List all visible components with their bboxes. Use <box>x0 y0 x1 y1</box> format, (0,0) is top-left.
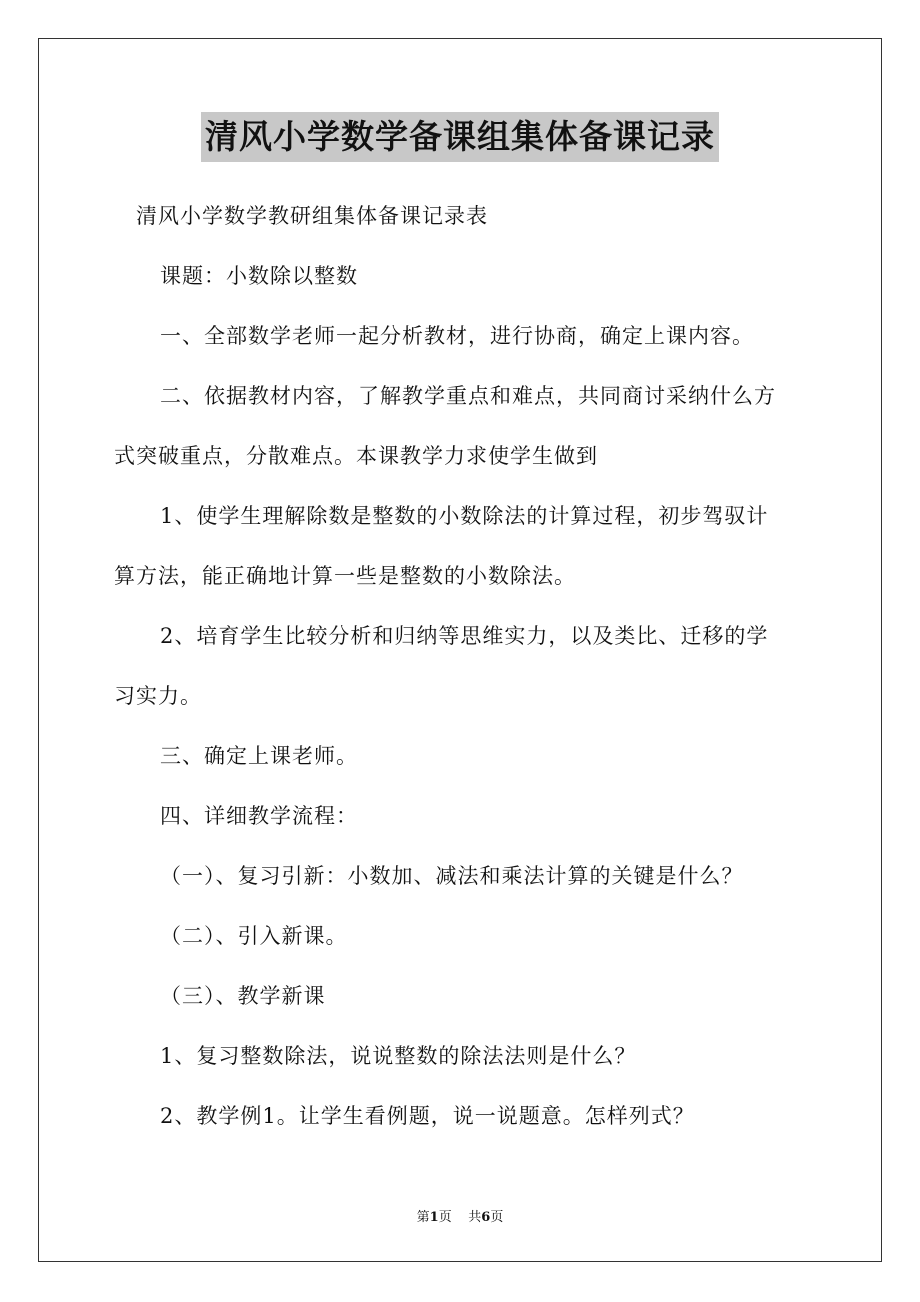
subtitle-line: 清风小学数学教研组集体备课记录表 <box>136 204 488 228</box>
document-title: 清风小学数学备课组集体备课记录 <box>201 112 719 162</box>
body-line: 一、全部数学老师一起分析教材，进行协商，确定上课内容。 <box>160 324 754 348</box>
body-line: 1、使学生理解除数是整数的小数除法的计算过程，初步驾驭计 <box>160 504 769 528</box>
footer-page-unit: 页 <box>438 1210 452 1225</box>
body-line: 2、培育学生比较分析和归纳等思维实力，以及类比、迁移的学 <box>160 624 769 648</box>
title-container <box>0 112 920 162</box>
body-line: 二、依据教材内容，了解教学重点和难点，共同商讨采纳什么方 <box>160 384 776 408</box>
footer-page-prefix: 第 <box>416 1210 430 1225</box>
body-line: 习实力。 <box>114 684 202 708</box>
footer-page-total: 6 <box>481 1210 491 1225</box>
page-footer <box>0 1206 920 1225</box>
body-line: （三）、教学新课 <box>160 984 326 1008</box>
body-line: 式突破重点，分散难点。本课教学力求使学生做到 <box>114 444 598 468</box>
body-line: （二）、引入新课。 <box>160 924 348 948</box>
body-line: 1、复习整数除法，说说整数的除法法则是什么？ <box>160 1044 637 1068</box>
footer-total-unit: 页 <box>490 1210 504 1225</box>
body-line: 算方法，能正确地计算一些是整数的小数除法。 <box>114 564 576 588</box>
body-line: 三、确定上课老师。 <box>160 744 358 768</box>
footer-total-prefix: 共 <box>468 1210 482 1225</box>
body-line: 2、教学例1。让学生看例题，说一说题意。怎样列式？ <box>160 1104 695 1128</box>
topic-line: 课题：小数除以整数 <box>160 264 358 288</box>
footer-page-current: 1 <box>429 1210 439 1225</box>
body-line: （一）、复习引新：小数加、减法和乘法计算的关键是什么？ <box>160 864 744 888</box>
body-line: 四、详细教学流程： <box>160 804 358 828</box>
